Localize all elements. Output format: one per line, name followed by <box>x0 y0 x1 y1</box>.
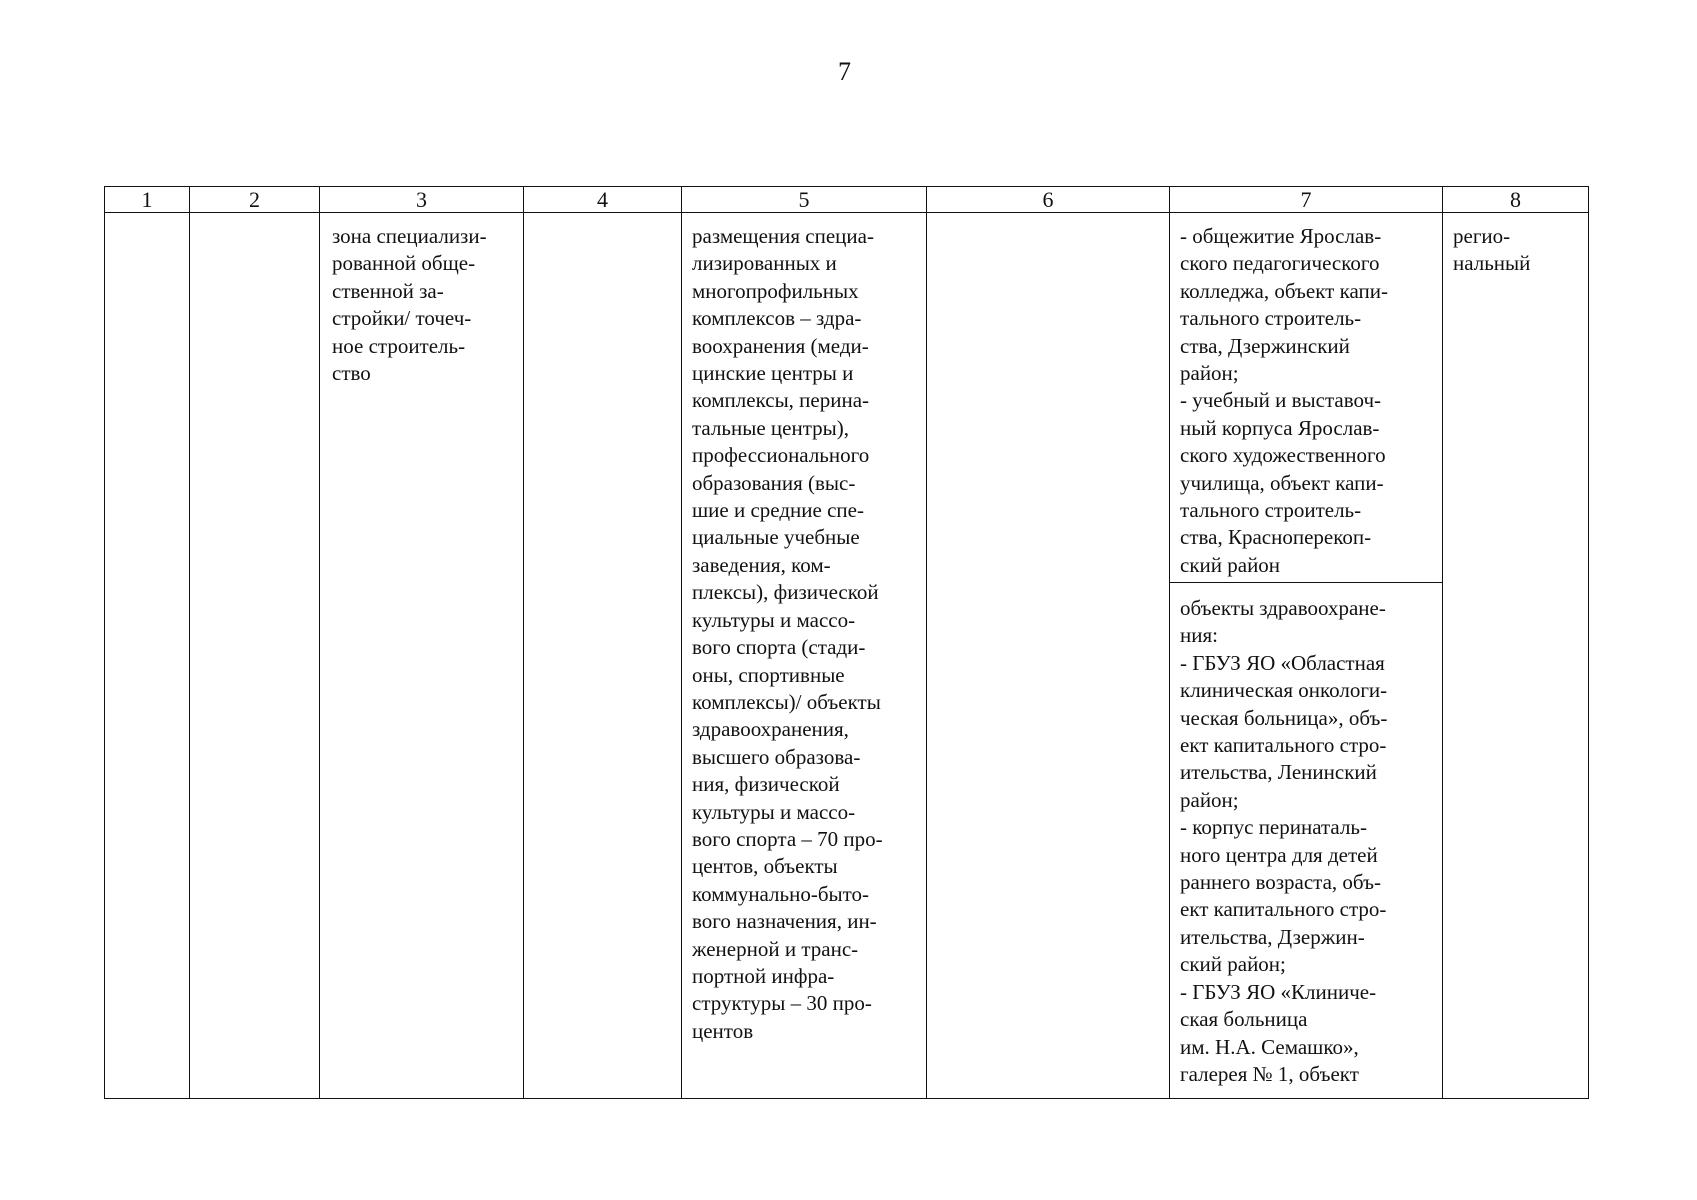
significance-text: регио- нальный <box>1453 224 1531 276</box>
column-header-5: 5 <box>682 187 927 213</box>
cell-col-4 <box>524 213 682 1099</box>
objects-education-text: - общежитие Ярослав- ского педагогического колледжа, объект капи- тального строитель- ства, Дзержинский район; - учебный и выставоч- ный корпуса Ярослав- ского художественного училища, объект капи- тального строитель- ства, Красноперекоп- ский район <box>1180 224 1388 577</box>
column-header-2: 2 <box>190 187 320 213</box>
header-row <box>105 187 1589 213</box>
cell-col-6 <box>927 213 1170 1099</box>
cell-significance <box>1443 213 1589 1099</box>
column-header-6: 6 <box>927 187 1170 213</box>
document-table <box>104 186 1589 1099</box>
cell-purpose <box>682 213 927 1099</box>
cell-col-6-text <box>927 213 1169 223</box>
purpose-text: размещения специа- лизированных и многопрофильных комплексов – здра- воохранения (меди- цинские центры и комплексы, перина- тальные центры), профессионального образования (выс- шие и средние спе- циальные учебные заведения, ком- плексы), физической культуры и массо- вого спорта (стади- оны, спортивные комплексы)/ объекты здравоохранения, высшего образова- ния, физической культуры и массо- вого спорта – 70 про- центов, объекты коммунально-быто- вого назначения, ин- женерной и транс- портной инфра- структуры – 30 про- центов <box>692 224 883 1043</box>
column-header-1: 1 <box>105 187 190 213</box>
column-header-7: 7 <box>1170 187 1443 213</box>
page-number: 7 <box>838 57 851 86</box>
zone-type-text: зона специализи- рованной обще- ственной за- стройки/ точеч- ное строитель- ство <box>332 224 487 386</box>
cell-col-1 <box>105 213 190 1099</box>
cell-col-2 <box>190 213 320 1099</box>
cell-zone-type <box>320 213 524 1099</box>
cell-col-4-text <box>524 213 681 223</box>
column-header-3: 3 <box>320 187 524 213</box>
cell-col-1-text <box>105 213 189 223</box>
cell-col-2-text <box>190 213 319 223</box>
column-header-8: 8 <box>1443 187 1589 213</box>
table-row <box>105 213 1589 1099</box>
column-header-4: 4 <box>524 187 682 213</box>
cell-objects <box>1170 213 1443 1099</box>
objects-education-block <box>1170 213 1442 583</box>
objects-healthcare-text: объекты здравоохране- ния: - ГБУЗ ЯО «Областная клиническая онкологи- ческая больница», объ- ект капитального стро- ительства, Ленинский район; - корпус перинаталь- ного центра для детей раннего возраста, объ- ект капитального стро- ительства, Дзержин- ский район; - ГБУЗ ЯО «Клиниче- ская больница им. Н.А. Семашко», галерея № 1, объект <box>1180 596 1388 1086</box>
objects-healthcare-block <box>1170 583 1442 1088</box>
